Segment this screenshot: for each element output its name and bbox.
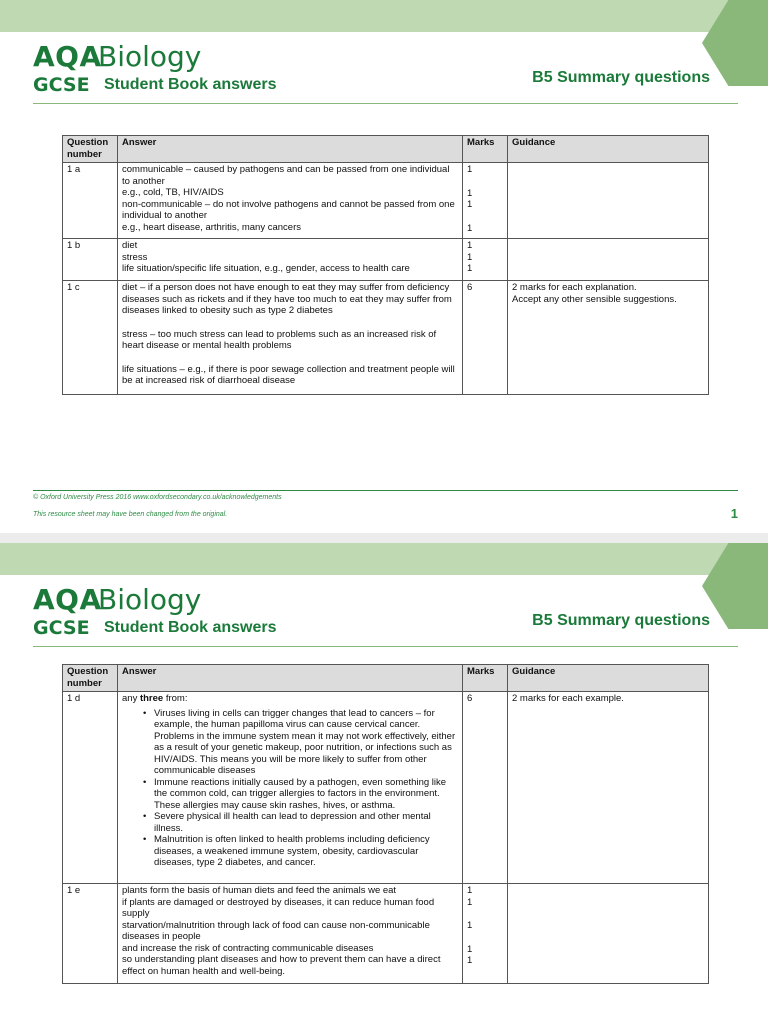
header-rule <box>33 103 738 104</box>
header-marks: Marks <box>463 665 508 692</box>
mark: 1 <box>467 240 473 251</box>
answer-line: e.g., heart disease, arthritis, many cancers <box>122 221 301 233</box>
table-row-1b <box>63 239 709 281</box>
logo-gcse: GCSE <box>33 74 90 96</box>
section-title: B5 Summary questions <box>532 69 710 86</box>
mark: 1 <box>467 251 473 263</box>
answer-paragraph: diet – if a person does not have enough to eat they may suffer from deficiency diseases such as rickets and if they have too much to eat they may suffer from diseases linked to obesity such as type 2 diabetes <box>122 282 452 316</box>
mark: 1 <box>467 164 473 175</box>
list-item: • Viruses living in cells can trigger changes that lead to cancers – for example, the human papilloma virus can cause cervical cancer. Problems in the immune system mean it may not work effectively, either as a result of your genetic makeup, poor nutrition, or infections such as HIV/AIDS. This means you will be more likely to suffer from other communicable diseases <box>143 707 456 776</box>
header-answer: Answer <box>118 136 463 163</box>
page-2 <box>0 543 768 1024</box>
table-row-1c <box>63 281 709 395</box>
question-number: 1 d <box>63 692 118 884</box>
mark: 1 <box>467 943 473 955</box>
answer-line: communicable – caused by pathogens and can be passed from one individual to another <box>122 164 450 187</box>
answer-intro: any three from: <box>122 693 188 704</box>
logo-subject: Biology <box>98 40 202 73</box>
answer-line: so understanding plant diseases and how to prevent them can have a direct effect on human health and well-being. <box>122 954 441 977</box>
bullet-icon: • <box>143 834 147 845</box>
guidance-cell: 2 marks for each example. <box>508 692 709 884</box>
marks-cell: 6 <box>463 281 508 395</box>
question-number: 1 e <box>63 884 118 984</box>
guidance-line: 2 marks for each explanation. <box>512 282 637 293</box>
page-separator <box>0 533 768 543</box>
logo-aqa: AQA <box>33 583 102 616</box>
header-question: Question number <box>63 136 118 163</box>
mark: 1 <box>467 896 473 908</box>
answer-cell <box>118 692 463 884</box>
marks-cell <box>463 884 508 984</box>
answer-bullet-list <box>122 708 458 869</box>
marks-cell: 6 <box>463 692 508 884</box>
question-number: 1 a <box>63 163 118 239</box>
answer-line: life situation/specific life situation, e.g., gender, access to health care <box>122 263 410 274</box>
logo-subtitle: Student Book answers <box>104 619 277 636</box>
footer-note: This resource sheet may have been changed from the original. <box>33 511 228 518</box>
list-item: • Immune reactions initially caused by a pathogen, even something like the common cold, can trigger allergies to factors in the environment. These allergies may cause skin rashes, hives, or asthma. <box>143 776 447 811</box>
header-band <box>0 543 768 575</box>
answer-cell <box>118 281 463 395</box>
list-item: • Severe physical ill health can lead to depression and other mental illness. <box>143 811 431 834</box>
table-row-1e <box>63 884 709 984</box>
answer-paragraph: stress – too much stress can lead to problems such as an increased risk of heart disease or mental health problems <box>122 328 437 351</box>
answer-line: e.g., cold, TB, HIV/AIDS <box>122 187 224 198</box>
footer-rule <box>33 490 738 491</box>
answer-line: if plants are damaged or destroyed by diseases, it can reduce human food supply <box>122 896 435 919</box>
bullet-icon: • <box>143 707 147 719</box>
header-marks: Marks <box>463 136 508 163</box>
answers-table <box>62 664 709 984</box>
mark: 1 <box>467 222 473 234</box>
bullet-icon: • <box>143 811 147 822</box>
answer-line: plants form the basis of human diets and feed the animals we eat <box>122 885 397 896</box>
logo-aqa: AQA <box>33 40 102 73</box>
header-rule <box>33 646 738 647</box>
question-number: 1 c <box>63 281 118 395</box>
answer-cell <box>118 884 463 984</box>
mark: 1 <box>467 885 473 896</box>
table-row-1d <box>63 692 709 884</box>
marks-cell <box>463 163 508 239</box>
logo-subject: Biology <box>98 583 202 616</box>
guidance-cell <box>508 239 709 281</box>
mark: 1 <box>467 199 473 210</box>
answer-cell <box>118 163 463 239</box>
page-number: 1 <box>730 506 738 521</box>
guidance-line: Accept any other sensible suggestions. <box>512 293 677 305</box>
header-guidance: Guidance <box>508 136 709 163</box>
answer-line: non-communicable – do not involve pathogens and cannot be passed from one individual to another <box>122 198 455 221</box>
header-band <box>0 0 768 32</box>
answer-line: starvation/malnutrition through lack of food can cause non-communicable diseases in people <box>122 919 430 942</box>
answer-cell <box>118 239 463 281</box>
table-row-1a <box>63 163 709 239</box>
header-question: Question number <box>63 665 118 692</box>
answers-table <box>62 135 709 395</box>
marks-cell <box>463 239 508 281</box>
question-number: 1 b <box>63 239 118 281</box>
logo-subtitle: Student Book answers <box>104 76 277 93</box>
logo-gcse: GCSE <box>33 617 90 639</box>
answer-line: diet <box>122 240 138 251</box>
answer-line: and increase the risk of contracting communicable diseases <box>122 942 374 954</box>
bullet-icon: • <box>143 776 147 788</box>
table-header-row <box>63 136 709 163</box>
header-guidance: Guidance <box>508 665 709 692</box>
mark: 1 <box>467 920 473 931</box>
table-header-row <box>63 665 709 692</box>
mark: 1 <box>467 187 473 199</box>
footer-copyright: © Oxford University Press 2016 www.oxfordsecondary.co.uk/acknowledgements <box>33 494 282 501</box>
header-answer: Answer <box>118 665 463 692</box>
answer-line: stress <box>122 251 148 263</box>
mark: 1 <box>467 955 473 966</box>
list-item: • Malnutrition is often linked to health problems including deficiency diseases, a weakened immune system, obesity, cardiovascular diseases, type 2 diabetes, and cancer. <box>143 834 430 868</box>
mark: 1 <box>467 263 473 274</box>
guidance-cell <box>508 163 709 239</box>
guidance-cell <box>508 884 709 984</box>
answer-paragraph: life situations – e.g., if there is poor sewage collection and treatment people will be at increased risk of diarrhoeal disease <box>122 363 455 386</box>
guidance-cell <box>508 281 709 395</box>
section-title: B5 Summary questions <box>532 612 710 629</box>
